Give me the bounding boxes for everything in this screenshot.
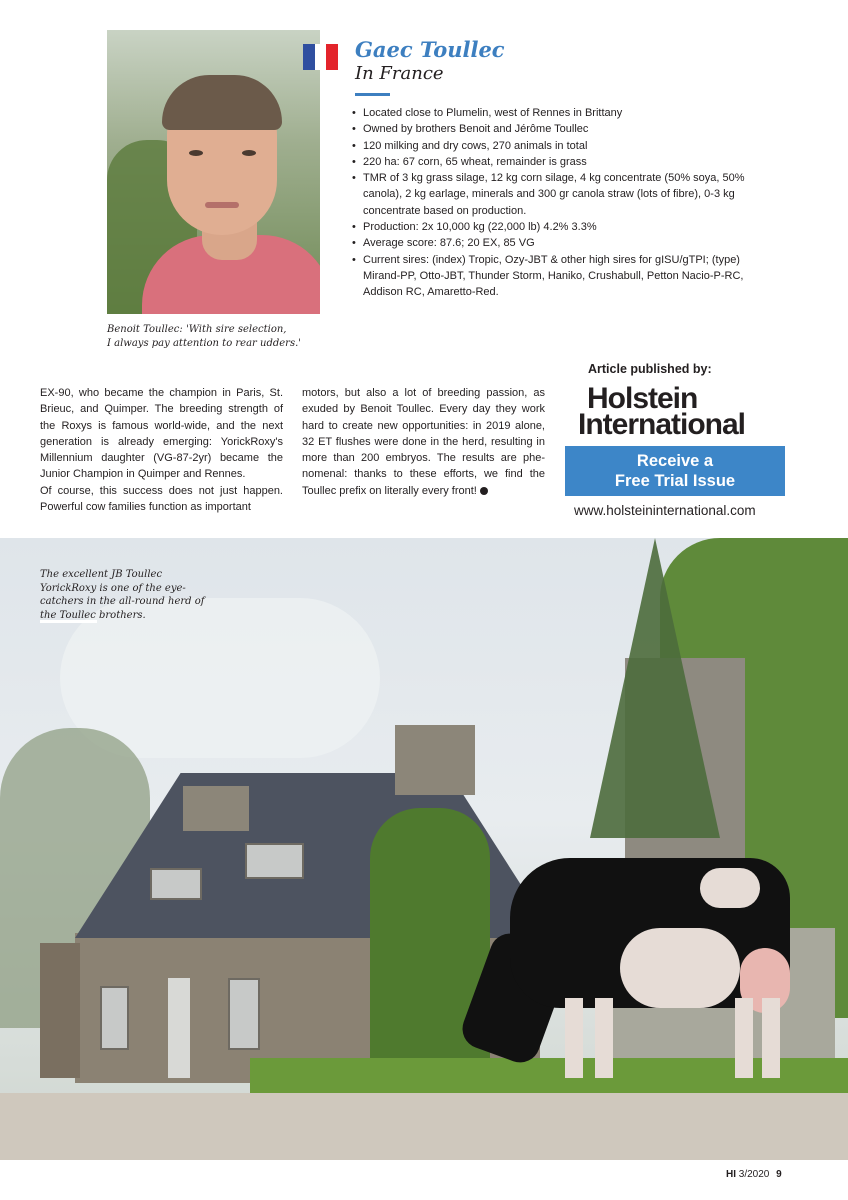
paragraph: EX-90, who became the champion in Paris, St. Brieuc, and Quimper. The breeding strength of the Roxys is famous world-wide, and the next generation is already emerging: YorickRoxy's Millennium daughter (VG-87-2yr) became the Junior Champion in Quimper and Rennes. bbox=[40, 387, 283, 481]
fact-item: • 120 milking and dry cows, 270 animals in total bbox=[352, 138, 762, 154]
farm-title: Gaec Toullec bbox=[355, 37, 505, 62]
fact-item: • Owned by brothers Benoit and Jérôme Toullec bbox=[352, 121, 762, 137]
fact-item: • TMR of 3 kg grass silage, 12 kg corn silage, 4 kg concentrate (50% soya, 50% canola), 2 kg earlage, minerals and 300 gr canola straw (lots of fibre), 0-3 kg concentrate based on production. bbox=[352, 170, 762, 219]
french-flag-icon bbox=[303, 44, 338, 70]
farm-photo bbox=[0, 538, 848, 1160]
caption-divider bbox=[40, 620, 97, 623]
fact-item: • 220 ha: 67 corn, 65 wheat, remainder is grass bbox=[352, 154, 762, 170]
farm-subtitle: In France bbox=[355, 63, 444, 84]
ad-label: Article published by: bbox=[588, 362, 712, 376]
article-column-1 bbox=[40, 385, 283, 515]
article-column-2 bbox=[302, 385, 545, 499]
paragraph: motors, but also a lot of breeding passion, as exuded by Benoit Toullec. Every day they work hard to create new opportunities: in 2019 alone, 32 ET flushes were done in the herd, resulting in more than 200 embryos. The results are phe-nomenal: thanks to these efforts, we find the Toullec prefix on literally every front! bbox=[302, 387, 545, 497]
holstein-logo: Holstein bbox=[587, 382, 698, 415]
magazine-abbrev: HI bbox=[726, 1169, 736, 1180]
farm-facts-list bbox=[352, 105, 762, 301]
portrait-caption: Benoit Toullec: 'With sire selection, I always pay attention to rear udders.' bbox=[107, 324, 302, 349]
end-mark-icon bbox=[480, 487, 488, 495]
farm-caption: The excellent JB Toullec YorickRoxy is one of the eye-catchers in the all-round herd of the Toullec brothers. bbox=[40, 569, 205, 621]
fact-item: • Production: 2x 10,000 kg (22,000 lb) 4.2% 3.3% bbox=[352, 219, 762, 235]
fact-item: • Average score: 87.6; 20 EX, 85 VG bbox=[352, 235, 762, 251]
fact-item: • Current sires: (index) Tropic, Ozy-JBT & other high sires for gISU/gTPI; (type) Mirand-PP, Otto-JBT, Thunder Storm, Haniko, Crushabull, Petton Nacio-P-RC, Addison RC, Amaretto-Red. bbox=[352, 252, 762, 301]
page-footer bbox=[726, 1169, 782, 1180]
title-divider bbox=[355, 93, 390, 96]
free-trial-button[interactable]: Receive a Free Trial Issue bbox=[565, 446, 785, 496]
portrait-photo bbox=[107, 30, 320, 314]
page-number: 9 bbox=[776, 1169, 782, 1180]
website-link[interactable]: www.holsteininternational.com bbox=[574, 503, 756, 518]
fact-item: • Located close to Plumelin, west of Rennes in Brittany bbox=[352, 105, 762, 121]
paragraph: Of course, this success does not just happen. Powerful cow families function as important bbox=[40, 484, 283, 514]
issue-number: 3/2020 bbox=[738, 1169, 770, 1180]
international-logo: International bbox=[578, 408, 746, 441]
